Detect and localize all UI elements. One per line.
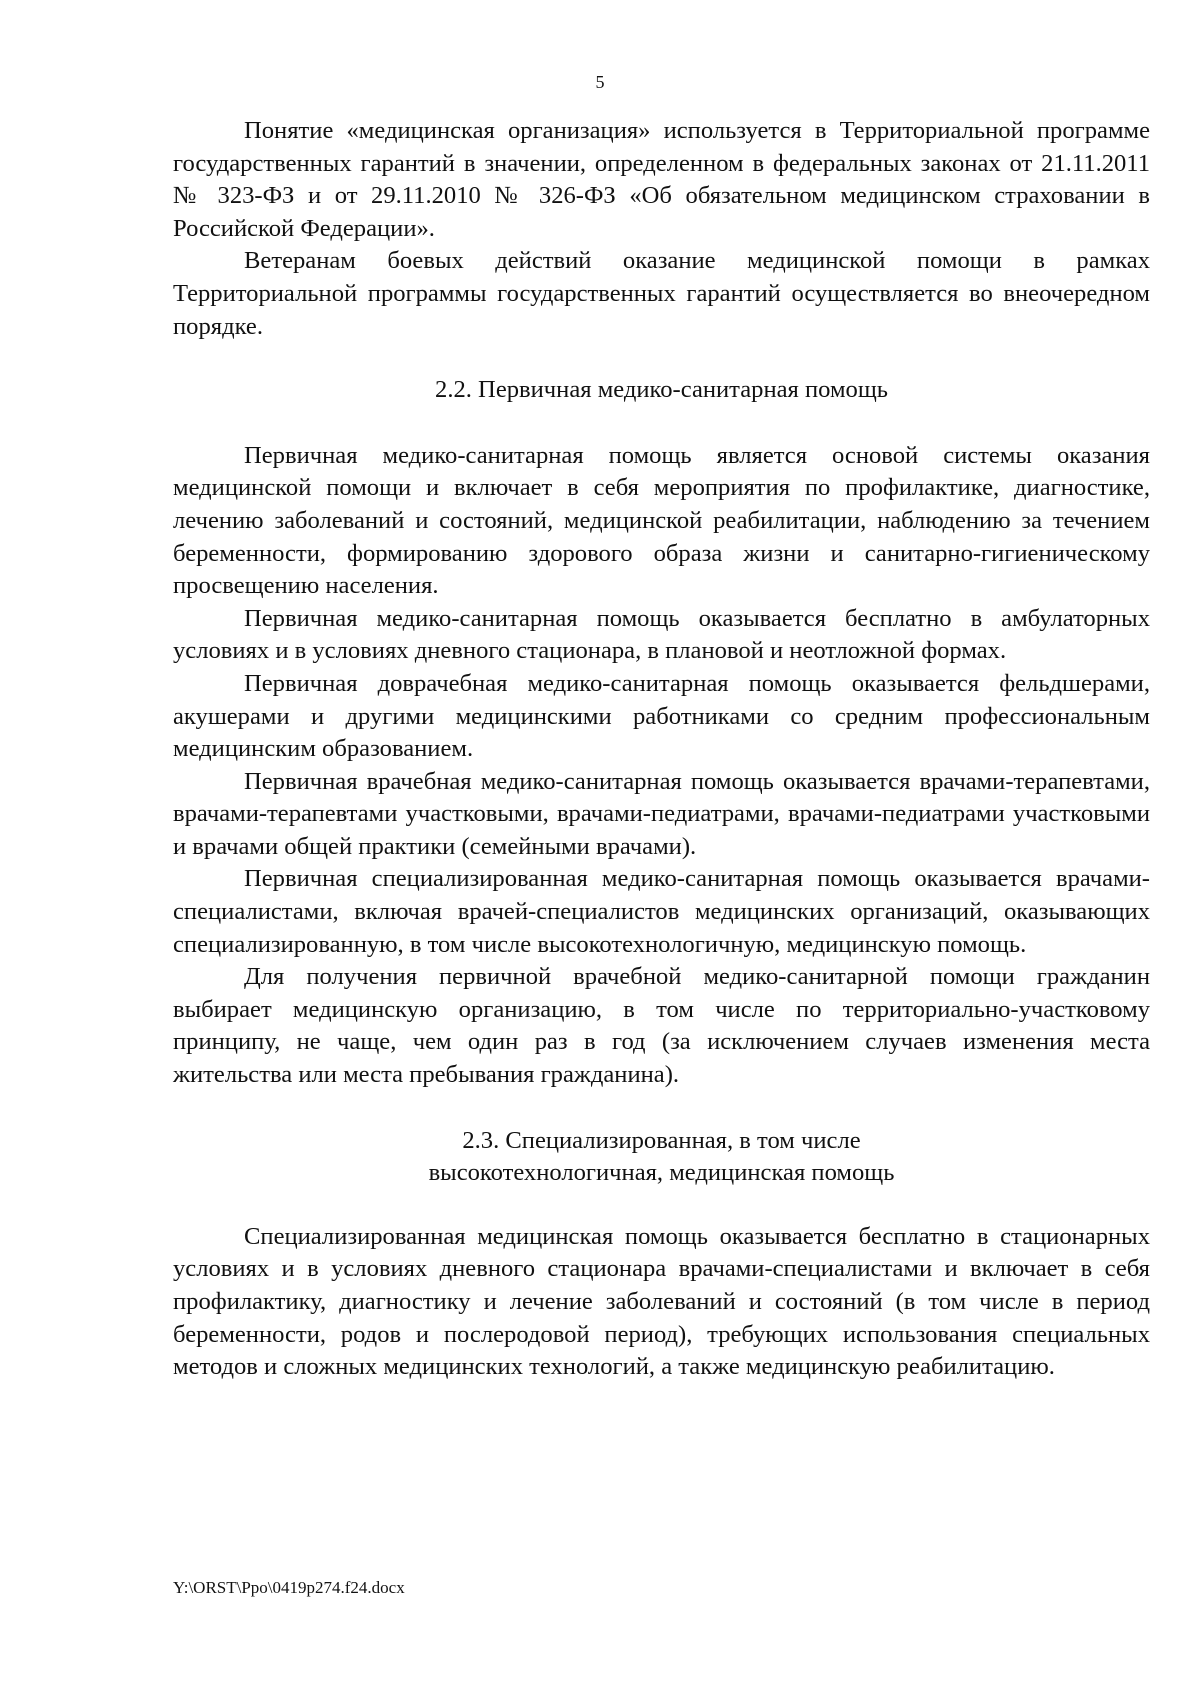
paragraph-2-2-4: Первичная врачебная медико-санитарная помощь оказывается врачами-терапевтами, врачами-терапевтами участковыми, врачами-педиатрами, врачами-педиатрами участковыми и врачами общей практики (семейными врачами). [173, 767, 1150, 860]
document-body [173, 115, 1150, 1384]
section-heading-2-3-line1: 2.3. Специализированная, в том числе [462, 1126, 861, 1154]
paragraph-2-2-5: Первичная специализированная медико-санитарная помощь оказывается врачами-специалистами, включая врачей-специалистов медицинских организаций, оказывающих специализированную, в том числе высокотехнологичную, медицинскую помощь. [173, 865, 1150, 958]
section-heading-2-3-line2: высокотехнологичная, медицинская помощь [428, 1159, 895, 1187]
paragraph-2-2-3: Первичная доврачебная медико-санитарная помощь оказывается фельдшерами, акушерами и другими медицинскими работниками со средним профессиональным медицинским образованием. [173, 669, 1150, 763]
page-number: 5 [595, 72, 605, 92]
file-path-footer: Y:\ORST\Ppo\0419p274.f24.docx [173, 1578, 405, 1597]
paragraph-medical-organization-definition: Понятие «медицинская организация» используется в Территориальной программе государственных гарантий в значении, определенном в федеральных законах от 21.11.2011 № 323-ФЗ и от 29.11.2010 № 326-ФЗ «Об обязательном медицинском страховании в Российской Федерации». [173, 117, 1150, 242]
paragraph-2-3-1: Специализированная медицинская помощь оказывается бесплатно в стационарных условиях и в условиях дневного стационара врачами-специалистами и включает в себя профилактику, диагностику и лечение заболеваний и состояний (в том числе в период беременности, родов и послеродовой период), требующих использования специальных методов и сложных медицинских технологий, а также медицинскую реабилитацию. [173, 1222, 1150, 1381]
section-heading-2-3 [173, 1125, 1150, 1190]
section-heading-2-2: 2.2. Первичная медико-санитарная помощь [435, 376, 888, 404]
paragraph-2-2-1: Первичная медико-санитарная помощь является основой системы оказания медицинской помощи и включает в себя мероприятия по профилактике, диагностике, лечению заболеваний и состояний, медицинской реабилитации, наблюдению за течением беременности, формированию здорового образа жизни и санитарно-гигиеническому просвещению населения. [173, 441, 1150, 600]
paragraph-2-2-2: Первичная медико-санитарная помощь оказывается бесплатно в амбулаторных условиях и в условиях дневного стационара, в плановой и неотложной формах. [173, 604, 1150, 665]
paragraph-veterans: Ветеранам боевых действий оказание медицинской помощи в рамках Территориальной программы государственных гарантий осуществляется во внеочередном порядке. [173, 247, 1150, 340]
paragraph-2-2-6: Для получения первичной врачебной медико-санитарной помощи гражданин выбирает медицинскую организацию, в том числе по территориально-участковому принципу, не чаще, чем один раз в год (за исключением случаев изменения места жительства или места пребывания гражданина). [173, 963, 1150, 1089]
